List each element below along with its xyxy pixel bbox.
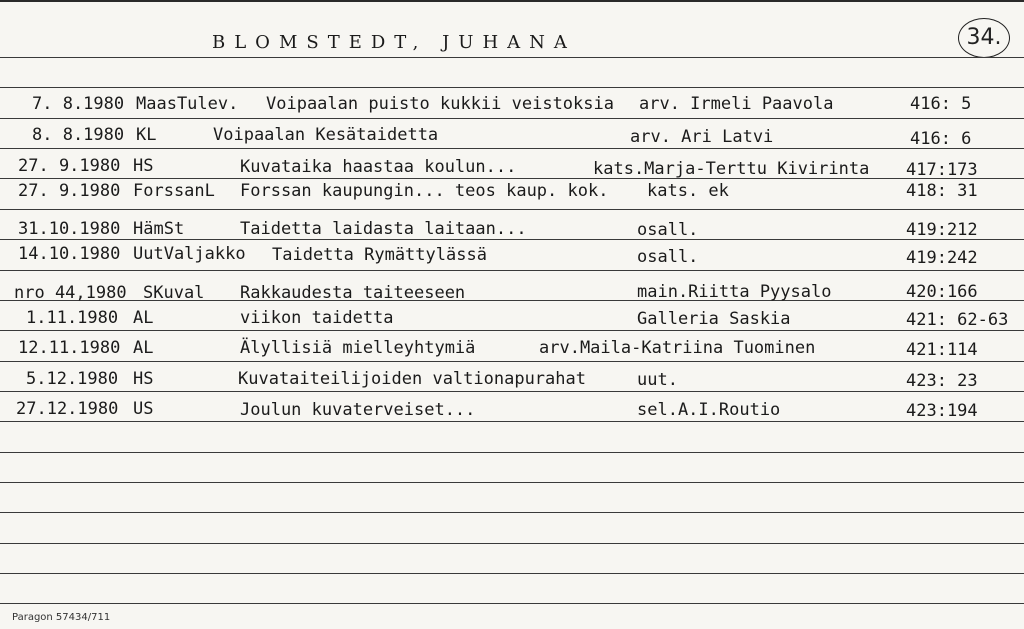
entry-date: 8. 8.1980 <box>32 125 125 145</box>
ruled-line <box>0 57 1024 58</box>
entry-ref: 417:173 <box>906 160 978 180</box>
entry-date: 1.11.1980 <box>26 308 119 328</box>
ruled-line <box>0 209 1024 210</box>
entry-note: main.Riitta Pyysalo <box>637 282 832 302</box>
card-heading: BLOMSTEDT, JUHANA <box>212 32 576 53</box>
entry-date: 27.12.1980 <box>16 399 119 419</box>
ruled-line <box>0 512 1024 513</box>
entry-date: nro 44,1980 <box>14 283 127 303</box>
entry-source: KL <box>136 125 157 145</box>
ruled-line <box>0 482 1024 483</box>
entry-ref: 419:212 <box>906 220 978 240</box>
ruled-line <box>0 452 1024 453</box>
entry-source: SKuval <box>143 283 205 303</box>
entry-note: kats.Marja-Terttu Kivirinta <box>593 159 870 179</box>
entry-source: US <box>133 399 154 419</box>
ruled-line <box>0 573 1024 574</box>
ruled-line <box>0 330 1024 331</box>
entry-note: arv. Ari Latvi <box>630 127 774 147</box>
entry-source: HS <box>133 156 154 176</box>
entry-title: viikon taidetta <box>240 308 394 328</box>
entry-note: sel.A.I.Routio <box>637 400 781 420</box>
entry-note: arv.Maila-Katriina Tuominen <box>539 338 816 358</box>
entry-date: 5.12.1980 <box>26 369 119 389</box>
ruled-line <box>0 118 1024 119</box>
entry-title: Taidetta Rymättylässä <box>272 245 487 265</box>
card-top-edge <box>0 0 1024 2</box>
entry-ref: 419:242 <box>906 248 978 268</box>
card-imprint: Paragon 57434/711 <box>12 612 111 623</box>
entry-ref: 423: 23 <box>906 371 978 391</box>
ruled-line <box>0 178 1024 179</box>
entry-note: uut. <box>637 370 678 390</box>
entry-date: 7. 8.1980 <box>32 94 125 114</box>
entry-date: 31.10.1980 <box>18 219 121 239</box>
entry-title: Forssan kaupungin... teos kaup. kok. <box>240 181 609 201</box>
entry-ref: 416: 6 <box>910 129 972 149</box>
entry-date: 12.11.1980 <box>18 338 121 358</box>
entry-note: osall. <box>637 247 699 267</box>
card-number-circle: 34. <box>958 18 1010 58</box>
entry-title: Kuvataiteilijoiden valtionapurahat <box>238 369 586 389</box>
entry-ref: 416: 5 <box>910 94 972 114</box>
entry-title: Joulun kuvaterveiset... <box>240 400 476 420</box>
ruled-line <box>0 543 1024 544</box>
entry-title: Kuvataika haastaa koulun... <box>240 157 517 177</box>
entry-source: MaasTulev. <box>136 94 239 114</box>
ruled-line <box>0 239 1024 240</box>
entry-date: 14.10.1980 <box>18 244 121 264</box>
entry-title: Rakkaudesta taiteeseen <box>240 283 466 303</box>
entry-date: 27. 9.1980 <box>18 181 121 201</box>
ruled-line <box>0 87 1024 88</box>
entry-ref: 421: 62-63 <box>906 310 1009 330</box>
entry-source: HS <box>133 369 154 389</box>
entry-title: Älyllisiä mielleyhtymiä <box>240 338 476 358</box>
entry-ref: 418: 31 <box>906 181 978 201</box>
ruled-line <box>0 391 1024 392</box>
entry-source: AL <box>133 338 154 358</box>
entry-ref: 420:166 <box>906 282 978 302</box>
entry-note: arv. Irmeli Paavola <box>639 94 834 114</box>
entry-source: UutValjakko <box>133 244 246 264</box>
entry-source: ForssanL <box>133 181 215 201</box>
ruled-line <box>0 603 1024 604</box>
ruled-line <box>0 148 1024 149</box>
entry-source: AL <box>133 308 154 328</box>
entry-title: Taidetta laidasta laitaan... <box>240 219 527 239</box>
ruled-line <box>0 361 1024 362</box>
entry-title: Voipaalan puisto kukkii veistoksia <box>266 94 614 114</box>
entry-ref: 423:194 <box>906 401 978 421</box>
entry-date: 27. 9.1980 <box>18 156 121 176</box>
ruled-line <box>0 421 1024 422</box>
entry-ref: 421:114 <box>906 340 978 360</box>
entry-title: Voipaalan Kesätaidetta <box>213 125 439 145</box>
entry-note: Galleria Saskia <box>637 309 791 329</box>
entry-note: kats. ek <box>647 181 729 201</box>
entry-note: osall. <box>637 220 699 240</box>
entry-source: HämSt <box>133 219 185 239</box>
ruled-line <box>0 270 1024 271</box>
